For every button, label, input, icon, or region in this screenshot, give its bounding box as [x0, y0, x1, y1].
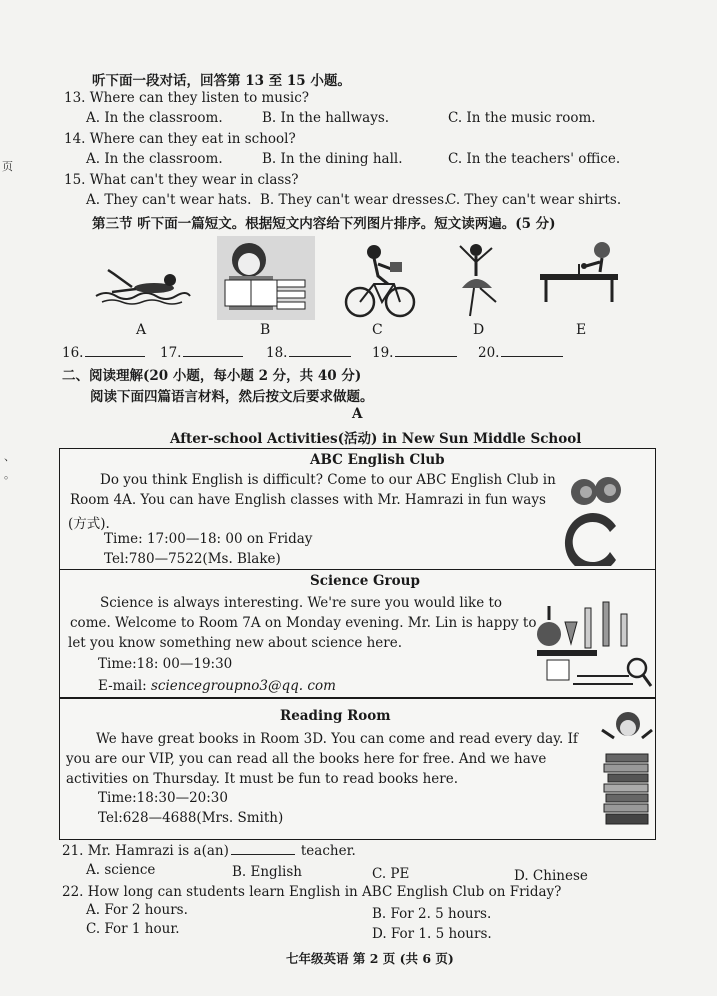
- club-contact: Tel:628—4688(Mrs. Smith): [98, 810, 284, 826]
- answer-18: [266, 344, 351, 361]
- answer-19-num: 19.: [372, 345, 394, 361]
- option-13a: A. In the classroom.: [86, 110, 223, 126]
- club-time: Time: 17:00—18: 00 on Friday: [104, 531, 313, 547]
- listening-intro: 听下面一段对话，回答第 13 至 15 小题。: [92, 73, 351, 89]
- club-text-line: Do you think English is difficult? Come to our ABC English Club in: [100, 472, 556, 488]
- passage-letter: A: [352, 406, 363, 422]
- abc-logo-picture: [560, 474, 630, 566]
- dancing-picture: [446, 240, 502, 320]
- club-text-line: Science is always interesting. We're sure you would like to: [100, 595, 503, 611]
- option-13b: B. In the hallways.: [262, 110, 390, 126]
- reading-girl-picture: [217, 236, 315, 320]
- picture-label-c: C: [372, 322, 383, 338]
- option-21a: A. science: [86, 862, 156, 878]
- club-time: Time:18:30—20:30: [98, 790, 228, 806]
- option-15c: C. They can't wear shirts.: [446, 192, 622, 208]
- margin-mark: 页: [2, 160, 13, 173]
- club-text-line: Room 4A. You can have English classes with Mr. Hamrazi in fun ways: [70, 492, 546, 508]
- question-21-text: 21. Mr. Hamrazi is a(an): [62, 843, 229, 859]
- answer-19: [372, 344, 457, 361]
- table-tennis-picture: [538, 240, 626, 304]
- club-name-english: ABC English Club: [310, 452, 445, 468]
- answer-20-num: 20.: [478, 345, 500, 361]
- club-text-line: activities on Thursday. It must be fun to read books here.: [66, 771, 459, 787]
- question-14: 14. Where can they eat in school?: [64, 131, 296, 147]
- option-14a: A. In the classroom.: [86, 151, 223, 167]
- question-21-blank[interactable]: [231, 842, 295, 855]
- option-21d: D. Chinese: [514, 868, 588, 884]
- club-name-reading: Reading Room: [280, 708, 391, 724]
- answer-20-blank[interactable]: [501, 344, 563, 357]
- science-picture: [533, 598, 653, 694]
- option-22a: A. For 2 hours.: [86, 902, 188, 918]
- section3-instruction: 第三节 听下面一篇短文。根据短文内容给下列图片排序。短文读两遍。(5 分): [92, 216, 556, 232]
- answer-16-num: 16.: [62, 345, 84, 361]
- option-15a: A. They can't wear hats.: [86, 192, 252, 208]
- picture-label-b: B: [260, 322, 271, 338]
- reading-instruction: 阅读下面四篇语言材料，然后按文后要求做题。: [90, 389, 374, 405]
- passage-title: After-school Activities(活动) in New Sun Middle School: [170, 431, 582, 447]
- cycling-picture: [344, 240, 416, 318]
- option-15b: B. They can't wear dresses.: [260, 192, 449, 208]
- club-name-science: Science Group: [310, 573, 420, 589]
- club-text-line: come. Welcome to Room 7A on Monday evening. Mr. Lin is happy to: [70, 615, 537, 631]
- picture-label-e: E: [576, 322, 587, 338]
- answer-18-blank[interactable]: [289, 344, 351, 357]
- option-13c: C. In the music room.: [448, 110, 596, 126]
- answer-19-blank[interactable]: [395, 344, 457, 357]
- option-14b: B. In the dining hall.: [262, 151, 403, 167]
- picture-label-d: D: [473, 322, 485, 338]
- swimming-picture: [92, 262, 192, 308]
- question-21: [62, 842, 356, 859]
- question-22: 22. How long can students learn English in ABC English Club on Friday?: [62, 884, 562, 900]
- option-21c: C. PE: [372, 866, 410, 882]
- option-21b: B. English: [232, 864, 302, 880]
- email-label: E-mail:: [98, 678, 151, 694]
- club-text-line: We have great books in Room 3D. You can come and read every day. If: [96, 731, 578, 747]
- club-time: Time:18: 00—19:30: [98, 656, 233, 672]
- club-contact: Tel:780—7522(Ms. Blake): [104, 551, 281, 567]
- answer-16-blank[interactable]: [85, 344, 145, 357]
- club-contact: [98, 678, 336, 694]
- answer-17-num: 17.: [160, 345, 182, 361]
- club-text-line: you are our VIP, you can read all the books here for free. And we have: [66, 751, 547, 767]
- option-22c: C. For 1 hour.: [86, 921, 180, 937]
- books-picture: [598, 708, 654, 830]
- answer-20: [478, 344, 563, 361]
- picture-label-a: A: [136, 322, 147, 338]
- option-14c: C. In the teachers' office.: [448, 151, 621, 167]
- option-22b: B. For 2. 5 hours.: [372, 906, 492, 922]
- answer-16: [62, 344, 145, 361]
- page-footer: 七年级英语 第 2 页 (共 6 页): [286, 951, 454, 966]
- question-21-text-end: teacher.: [300, 843, 356, 859]
- email-address[interactable]: sciencegroupno3@qq. com: [151, 678, 336, 694]
- answer-17: [160, 344, 243, 361]
- answer-18-num: 18.: [266, 345, 288, 361]
- question-15: 15. What can't they wear in class?: [64, 172, 299, 188]
- reading-part-title: 二、阅读理解(20 小题，每小题 2 分，共 40 分): [62, 368, 362, 384]
- margin-mark: 。: [4, 468, 15, 481]
- margin-mark: 、: [4, 450, 15, 463]
- club-text-line: let you know something new about science here.: [68, 635, 403, 651]
- answer-17-blank[interactable]: [183, 344, 243, 357]
- option-22d: D. For 1. 5 hours.: [372, 926, 492, 942]
- question-13: 13. Where can they listen to music?: [64, 90, 310, 106]
- club-text-line: (方式).: [68, 516, 110, 532]
